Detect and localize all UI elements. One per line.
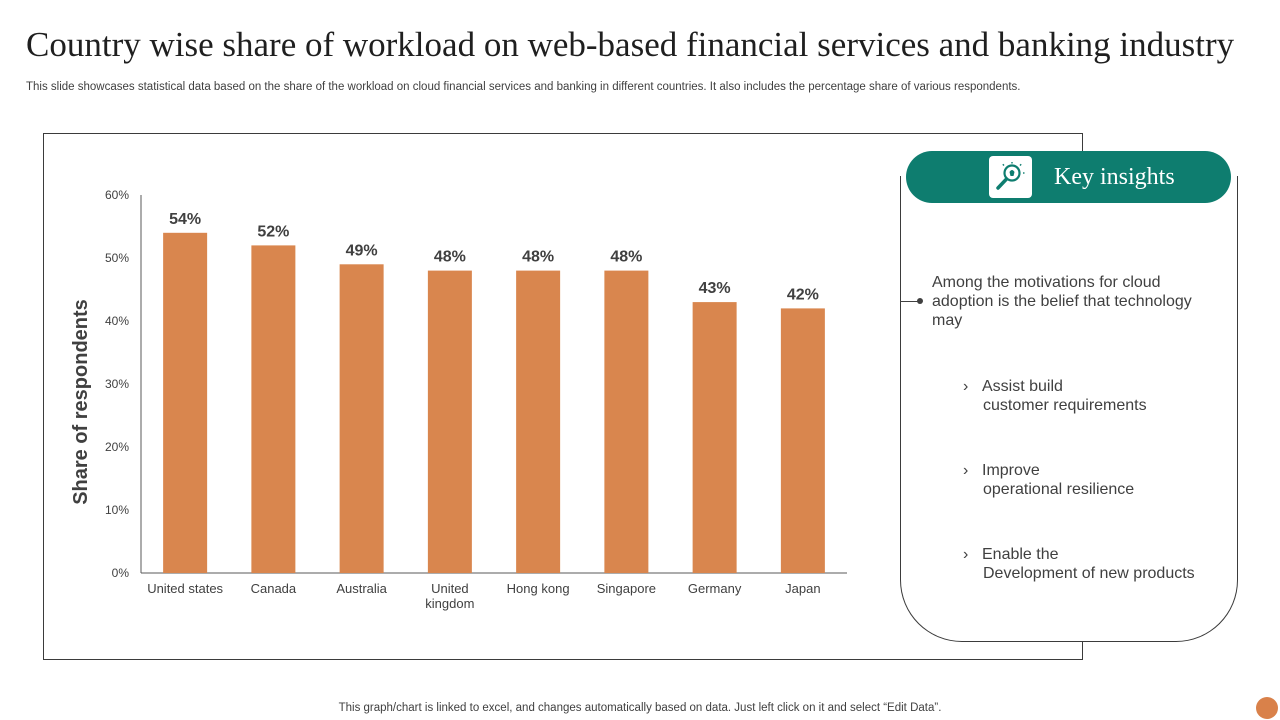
bar	[428, 271, 472, 573]
bar-data-label: 42%	[786, 286, 819, 304]
y-tick-label: 50%	[104, 251, 129, 265]
x-tick-label: United states	[147, 581, 224, 596]
bar	[251, 245, 295, 573]
insight-intro-text: Among the motivations for cloud adoption is the belief that technology may	[932, 274, 1192, 329]
insight-item-line1: Enable the	[982, 546, 1059, 563]
corner-decoration-circle	[1256, 697, 1278, 719]
x-tick-label: kingdom	[425, 596, 475, 611]
lightbulb-magnifier-icon	[989, 156, 1032, 198]
y-tick-label: 40%	[104, 314, 129, 328]
bar	[340, 264, 384, 573]
x-tick-label: Germany	[687, 581, 742, 596]
insight-bullet-dot	[917, 298, 923, 304]
bar-data-label: 49%	[345, 242, 378, 260]
insight-item-line1: Assist build	[982, 378, 1063, 395]
y-tick-label: 60%	[104, 188, 129, 202]
footer-note: This graph/chart is linked to excel, and changes automatically based on data. Just left click on it and select “Edit Data”.	[338, 702, 942, 714]
bar	[693, 302, 737, 573]
bar-data-label: 48%	[610, 248, 643, 266]
x-tick-label: United	[431, 581, 469, 596]
chevron-right-icon: ›	[963, 546, 969, 563]
x-tick-label: Hong kong	[506, 581, 570, 596]
y-tick-label: 20%	[104, 440, 129, 454]
x-tick-label: Canada	[250, 581, 297, 596]
y-tick-label: 0%	[111, 566, 129, 580]
bar-data-label: 54%	[169, 210, 202, 228]
page-title: Country wise share of workload on web-based financial services and banking industry	[26, 25, 1235, 64]
bar	[781, 308, 825, 573]
chevron-right-icon: ›	[963, 462, 969, 479]
x-tick-label: Singapore	[596, 581, 657, 596]
insights-header	[906, 151, 1231, 203]
page-subtitle: This slide showcases statistical data based on the share of the workload on cloud financial services and banking in different countries. It also includes the percentage share of various respondents.	[26, 81, 1021, 93]
bar	[604, 271, 648, 573]
y-tick-label: 10%	[104, 503, 129, 517]
insight-item-line2: Development of new products	[983, 565, 1195, 582]
bar-data-label: 48%	[522, 248, 555, 266]
bar-data-label: 48%	[433, 248, 466, 266]
insight-item-line2: customer requirements	[983, 397, 1147, 414]
insights-title: Key insights	[1054, 164, 1175, 190]
y-axis-title: Share of respondents	[70, 299, 92, 505]
bar	[163, 233, 207, 573]
chevron-right-icon: ›	[963, 378, 969, 395]
x-tick-label: Japan	[785, 581, 821, 596]
bar-data-label: 43%	[698, 280, 731, 298]
insight-item-line2: operational resilience	[983, 481, 1135, 498]
bar	[516, 271, 560, 573]
x-tick-label: Australia	[336, 581, 387, 596]
insight-item-line1: Improve	[982, 462, 1040, 479]
y-tick-label: 30%	[104, 377, 129, 391]
bar-data-label: 52%	[257, 223, 290, 241]
